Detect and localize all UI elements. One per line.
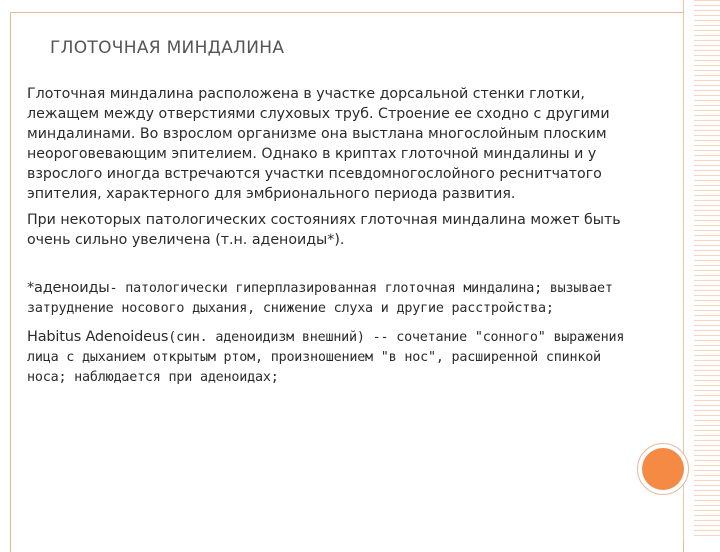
paragraph-pathology: При некоторых патологических состояниях глоточная миндалина может быть очень сильно увеличена (т.н. аденоиды*). [27,212,621,248]
term-habitus: Habitus Adenoideus [27,329,169,345]
decorative-orange-circle [642,448,684,490]
definition-habitus-text: (син. аденоидизм внешний) -- сочетание "сонного" выражения лица с дыханием открытым ртом, произношением "в нос", расширенной спинкой носа; наблюдается при аденоидах; [27,330,625,385]
definition-adenoids [27,278,627,319]
term-adenoids: *аденоиды [27,280,110,296]
definition-adenoids-text: - патологически гиперплазированная глоточная миндалина; вызывает затруднение носового дыхания, снижение слуха и другие расстройства; [27,281,613,316]
slide-title: ГЛОТОЧНАЯ МИНДАЛИНА [50,38,285,58]
slide-body [27,84,627,388]
definition-habitus [27,327,627,388]
paragraph-description: Глоточная миндалина расположена в участке дорсальной стенки глотки, лежащем между отверстиями слуховых труб. Строение ее сходно с другими миндалинами. Во взрослом организме она выстлана многослойным плоским неороговевающим эпителием. Однако в криптах глоточной миндалины и у взрослого иногда встречаются участки псевдомногослойного реснитчатого эпителия, характерного для эмбрионального периода развития. [27,86,610,202]
decorative-stripe [694,0,720,540]
